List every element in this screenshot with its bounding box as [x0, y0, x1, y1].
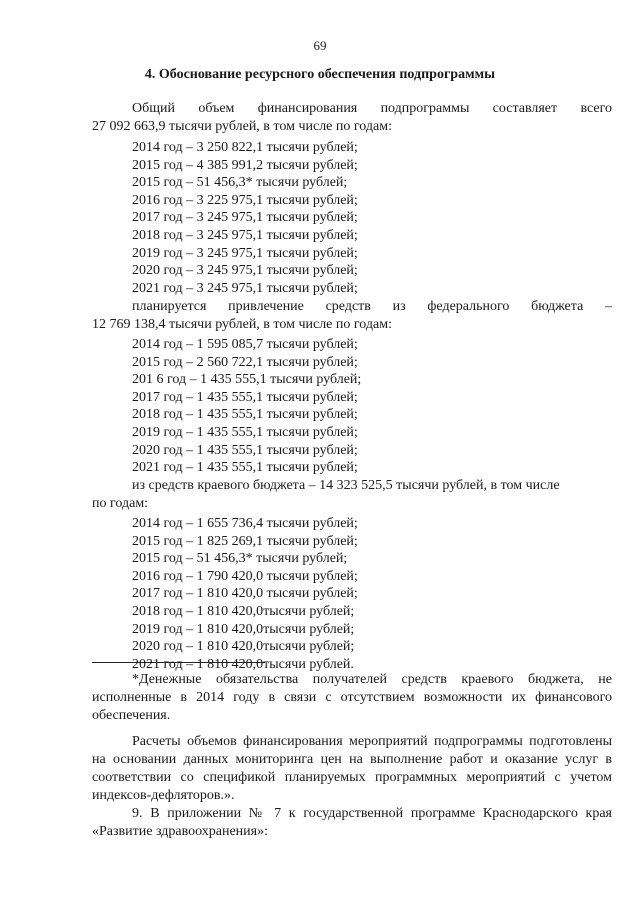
word: планируется	[132, 299, 207, 314]
word: привлечение	[228, 299, 304, 314]
year-line: 2021 год – 1 435 555,1 тысячи рублей;	[132, 460, 358, 476]
total-by-year-list	[92, 139, 612, 297]
regional-line-2: по годам:	[92, 495, 149, 511]
intro-paragraph	[92, 100, 612, 135]
federal-line-2: 12 769 138,4 тысячи рублей, в том числе по годам:	[92, 316, 392, 332]
word: финансирования	[257, 101, 358, 116]
paragraph-9-text: 9. В приложении № 7 к государственной программе Краснодарского края «Развитие здравоохранения»:	[92, 806, 612, 839]
year-line: 2015 год – 51 456,3* тысячи рублей;	[132, 175, 348, 191]
year-line: 2018 год – 3 245 975,1 тысячи рублей;	[132, 227, 358, 243]
year-line: 2019 год – 1 810 420,0тысячи рублей;	[132, 621, 355, 637]
year-line: 2015 год – 51 456,3* тысячи рублей;	[132, 551, 348, 567]
word: средств	[325, 299, 371, 314]
word: федерального	[427, 299, 510, 314]
year-line: 2018 год – 1 435 555,1 тысячи рублей;	[132, 407, 358, 423]
paragraph-9	[92, 805, 612, 841]
footnote-text: *Денежные обязательства получателей средств краевого бюджета, не исполненные в 2014 году в связи с отсутствием возможности их финансового обеспечения.	[92, 672, 612, 723]
word: –	[604, 299, 612, 314]
year-line: 2020 год – 1 810 420,0тысячи рублей;	[132, 639, 355, 655]
regional-by-year-list	[92, 515, 612, 673]
federal-line-1	[92, 298, 612, 316]
intro-line-1	[92, 100, 612, 118]
year-line: 2015 год – 2 560 722,1 тысячи рублей;	[132, 354, 358, 370]
word: объем	[198, 101, 235, 116]
federal-by-year-list	[92, 336, 612, 477]
year-line: 2018 год – 1 810 420,0тысячи рублей;	[132, 603, 355, 619]
regional-paragraph	[92, 477, 612, 512]
regional-line-1: из средств краевого бюджета – 14 323 525,5 тысячи рублей, в том числе	[132, 478, 560, 493]
year-line: 2017 год – 3 245 975,1 тысячи рублей;	[132, 210, 358, 226]
word: из	[392, 299, 406, 314]
intro-line-2: 27 092 663,9 тысячи рублей, в том числе по годам:	[92, 118, 392, 134]
year-line: 2016 год – 3 225 975,1 тысячи рублей;	[132, 192, 358, 208]
year-line: 2017 год – 1 435 555,1 тысячи рублей;	[132, 389, 358, 405]
year-line: 2016 год – 1 790 420,0 тысячи рублей;	[132, 568, 358, 584]
year-line: 2014 год – 1 595 085,7 тысячи рублей;	[132, 337, 358, 352]
word: бюджета	[531, 299, 584, 314]
word: Общий	[132, 101, 175, 116]
year-line: 2021 год – 1 810 420,0тысячи рублей.	[132, 656, 354, 672]
section-heading: 4. Обоснование ресурсного обеспечения подпрограммы	[144, 67, 496, 82]
word: подпрограммы	[380, 101, 470, 116]
year-line: 2014 год – 3 250 822,1 тысячи рублей;	[132, 140, 358, 155]
footnote	[92, 671, 612, 725]
calc-paragraph-text: Расчеты объемов финансирования мероприятий подпрограммы подготовлены на основании данных мониторинга цен на выполнение работ и оказание услуг в соответствии со спецификой планируемых программных мероприятий с учетом индексов-дефляторов.».	[92, 734, 612, 803]
page-number: 69	[313, 38, 327, 53]
year-line: 2020 год – 3 245 975,1 тысячи рублей;	[132, 263, 358, 279]
year-line: 2019 год – 1 435 555,1 тысячи рублей;	[132, 424, 358, 440]
footnote-divider	[92, 662, 265, 663]
word: всего	[580, 101, 612, 116]
year-line: 2019 год – 3 245 975,1 тысячи рублей;	[132, 245, 358, 261]
year-line: 2020 год – 1 435 555,1 тысячи рублей;	[132, 442, 358, 458]
word: составляет	[492, 101, 558, 116]
year-line: 2015 год – 4 385 991,2 тысячи рублей;	[132, 157, 358, 173]
year-line: 2014 год – 1 655 736,4 тысячи рублей;	[132, 516, 358, 531]
calc-paragraph	[92, 733, 612, 805]
year-line: 201 6 год – 1 435 555,1 тысячи рублей;	[132, 372, 362, 388]
year-line: 2017 год – 1 810 420,0 тысячи рублей;	[132, 586, 358, 602]
year-line: 2021 год – 3 245 975,1 тысячи рублей;	[132, 280, 358, 296]
federal-paragraph	[92, 298, 612, 333]
year-line: 2015 год – 1 825 269,1 тысячи рублей;	[132, 533, 358, 549]
